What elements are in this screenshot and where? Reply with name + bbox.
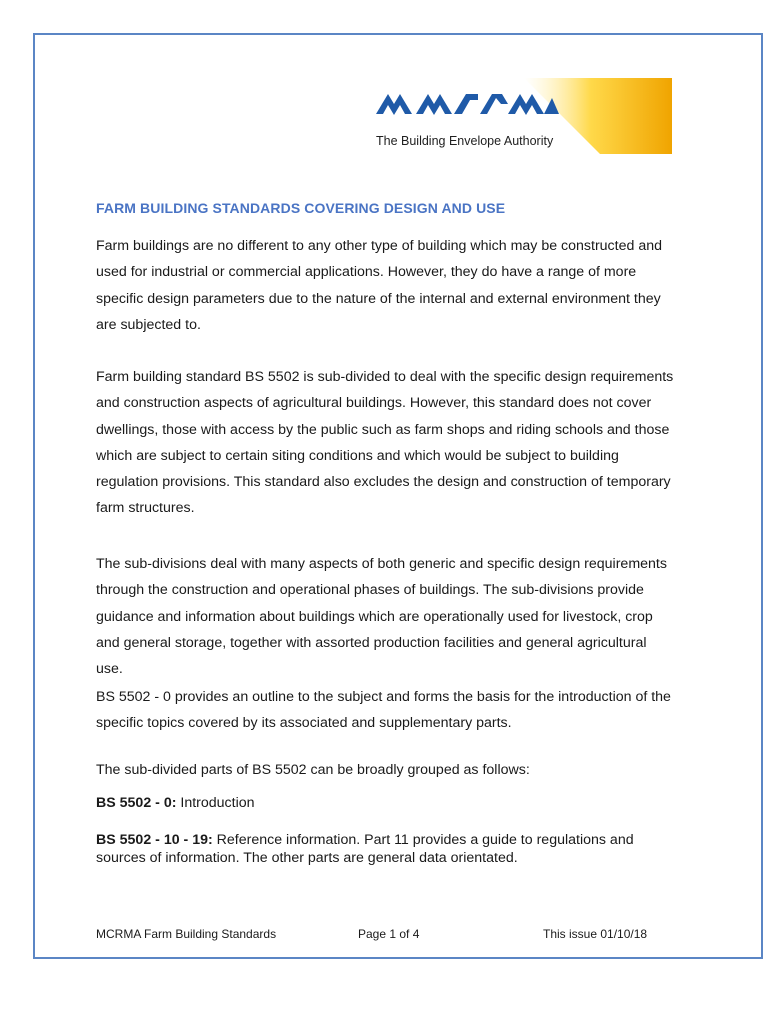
page-title: FARM BUILDING STANDARDS COVERING DESIGN AND USE [96, 200, 506, 216]
paragraph-intro: Farm buildings are no different to any other type of building which may be constructed and used for industrial or commercial applications. However, they do have a range of more specific design parameters due to the nature of the internal and external environment they are subjected to. [96, 238, 662, 333]
list-item [96, 831, 676, 867]
footer-document-name: MCRMA Farm Building Standards [96, 927, 277, 941]
item-text: Reference information. Part 11 provides a guide to regulations and sources of information. The other parts are general data orientated. [96, 832, 634, 866]
item-text: Introduction [176, 795, 255, 811]
list-item [96, 794, 676, 812]
footer-issue-date: This issue 01/10/18 [543, 927, 648, 941]
paragraph-grouping: The sub-divided parts of BS 5502 can be broadly grouped as follows: [96, 762, 530, 778]
logo-tagline: The Building Envelope Authority [376, 134, 554, 148]
paragraph-bs5502-0: BS 5502 - 0 provides an outline to the subject and forms the basis for the introduction of the specific topics covered by its associated and supplementary parts. [96, 689, 671, 732]
mcrma-wordmark-icon [374, 84, 559, 124]
item-label: BS 5502 - 0: [96, 795, 177, 811]
paragraph-sub-divisions: The sub-divisions deal with many aspects of both generic and specific design requirements through the construction and operational phases of buildings. The sub-divisions provide guidance and information about buildings which are operationally used for livestock, crop and general storage, together with assorted production facilities and general agricultural use. [96, 556, 667, 678]
mcrma-logo [374, 78, 672, 154]
footer-page-number: Page 1 of 4 [358, 927, 420, 941]
paragraph-bs5502-scope: Farm building standard BS 5502 is sub-divided to deal with the specific design requirements and construction aspects of agricultural buildings. However, this standard does not cover dwellings, those with access by the public such as farm shops and riding schools and those which are subject to certain siting conditions and which would be subject to building regulation provisions. This standard also excludes the design and construction of temporary farm structures. [96, 369, 674, 517]
item-label: BS 5502 - 10 - 19: [96, 832, 213, 848]
